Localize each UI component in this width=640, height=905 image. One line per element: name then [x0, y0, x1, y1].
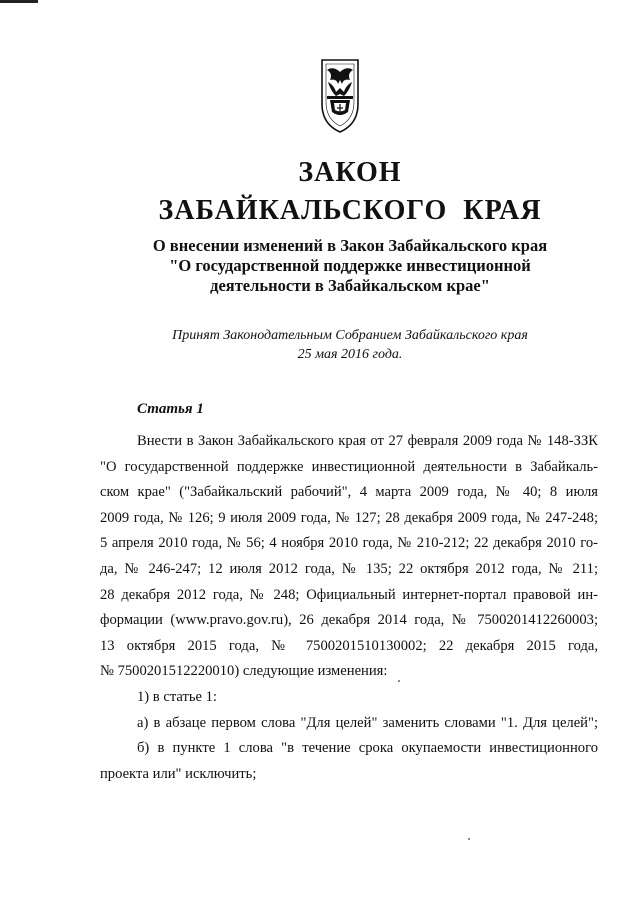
scan-speck — [468, 838, 470, 840]
subtitle-line: деятельности в Забайкальском крае" — [210, 276, 490, 295]
adoption-line: Принят Законодательным Собранием Забайкальского края — [172, 328, 528, 343]
amendment-subitem: б) в пункте 1 слова "в течение срока окупаемости инвестиционного — [137, 740, 598, 757]
article-text-line: да, № 246-247; 12 июля 2012 года, № 135; 22 октября 2012 года, № 211; — [100, 560, 598, 577]
amendment-subitem-continuation: проекта или" исключить; — [100, 765, 257, 782]
scan-speck — [398, 680, 400, 682]
document-subtitle — [0, 236, 640, 296]
document-title-region: ЗАБАЙКАЛЬСКОГО КРАЯ — [158, 195, 542, 226]
coat-of-arms-eagle-icon — [318, 58, 362, 134]
article-text-line: 13 октября 2015 года, № 7500201510130002; 22 декабря 2015 года, — [100, 637, 598, 654]
article-text-line: формации (www.pravo.gov.ru), 26 декабря 2014 года, № 7500201412260003; — [100, 612, 598, 629]
article-text-line: ском крае" ("Забайкальский рабочий", 4 марта 2009 года, № 40; 8 июля — [100, 484, 598, 501]
subtitle-line: "О государственной поддержке инвестиционной — [169, 256, 531, 275]
article-text-line: 28 декабря 2012 года, № 248; Официальный интернет-портал правовой ин- — [100, 586, 598, 603]
article-body — [100, 429, 598, 787]
amendment-item: 1) в статье 1: — [137, 688, 217, 705]
article-text-line: "О государственной поддержке инвестиционной деятельности в Забайкаль- — [100, 458, 598, 475]
subtitle-line: О внесении изменений в Закон Забайкальского края — [152, 236, 548, 255]
amendment-subitem: а) в абзаце первом слова "Для целей" заменить словами "1. Для целей"; — [137, 714, 598, 731]
article-text-line: № 7500201512220010) следующие изменения: — [100, 663, 388, 680]
article-text-line: 2009 года, № 126; 9 июля 2009 года, № 127; 28 декабря 2009 года, № 247-248; — [100, 509, 598, 526]
article-heading: Статья 1 — [137, 401, 204, 417]
adoption-date: 25 мая 2016 года. — [297, 347, 403, 362]
article-text-line: 5 апреля 2010 года, № 56; 4 ноября 2010 года, № 210-212; 22 декабря 2010 го- — [100, 535, 598, 552]
document-title: ЗАКОН — [298, 157, 402, 188]
adoption-note — [0, 326, 640, 364]
article-text-line: Внести в Закон Забайкальского края от 27 февраля 2009 года № 148-ЗЗК — [137, 433, 598, 449]
scan-corner-mark — [0, 0, 38, 3]
